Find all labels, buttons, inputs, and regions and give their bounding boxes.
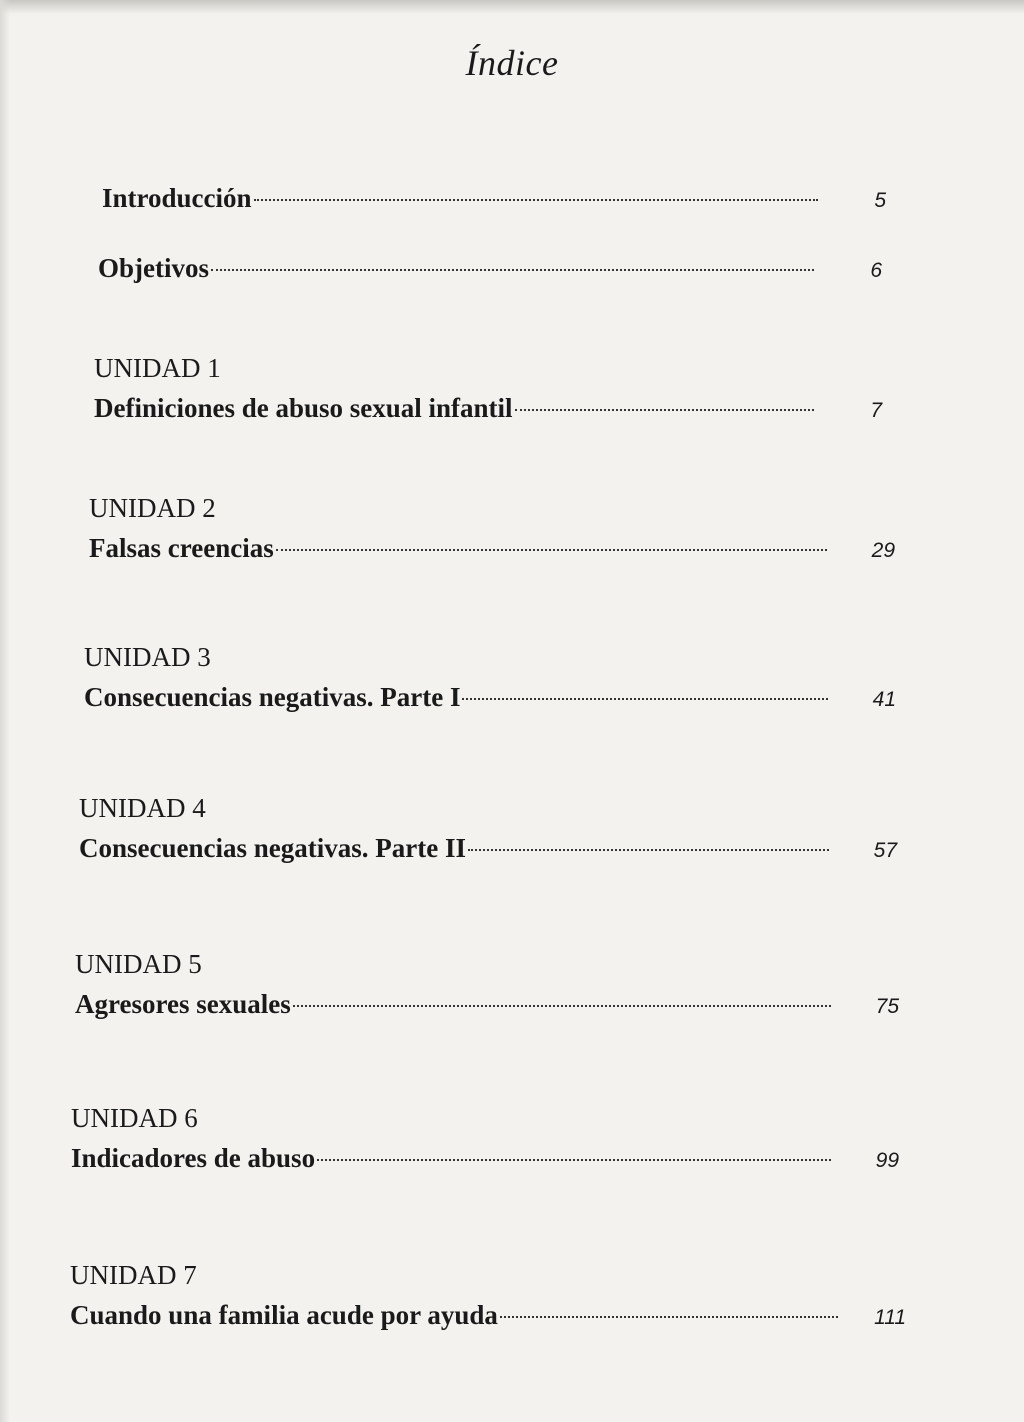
unit-label: UNIDAD 6: [71, 1103, 198, 1133]
toc-page-number: 7: [870, 399, 882, 422]
toc-entry-unidad-3: [84, 637, 896, 717]
toc-entry-title: Falsas creencias: [89, 533, 274, 563]
toc-entry-unidad-7: [70, 1255, 906, 1335]
unit-label: UNIDAD 2: [89, 493, 216, 523]
dot-leader: [254, 199, 818, 201]
dot-leader: [468, 849, 829, 851]
toc-page-number: 29: [871, 539, 895, 562]
toc-line: [79, 828, 897, 868]
toc-page-number: 111: [874, 1306, 906, 1329]
toc-entry-title: Definiciones de abuso sexual infantil: [94, 393, 513, 423]
dot-leader: [276, 549, 827, 551]
toc-line: [94, 388, 882, 428]
toc-line: [70, 1295, 906, 1335]
toc-line: [84, 677, 896, 717]
toc-entry-unidad-6: [71, 1098, 899, 1178]
unit-label: UNIDAD 5: [75, 949, 202, 979]
toc-page-number: 6: [870, 259, 882, 282]
page-left-edge: [0, 0, 10, 1422]
dot-leader: [515, 409, 814, 411]
toc-entry-unidad-5: [75, 944, 899, 1024]
unit-label: UNIDAD 1: [94, 353, 221, 383]
toc-page-number: 75: [875, 995, 899, 1018]
toc-entry-title: Cuando una familia acude por ayuda: [70, 1300, 498, 1330]
toc-entry-title: Indicadores de abuso: [71, 1143, 316, 1173]
page-top-edge: [0, 0, 1024, 14]
toc-entry-title: Objetivos: [98, 253, 209, 283]
toc-line: [75, 984, 899, 1024]
toc-line: [98, 248, 882, 288]
toc-line: [89, 528, 895, 568]
dot-leader: [462, 698, 828, 700]
toc-entry-title: Agresores sexuales: [75, 989, 291, 1019]
toc-entry-title: Introducción: [102, 183, 252, 213]
toc-page-number: 99: [875, 1149, 899, 1172]
toc-entry-objetivos: [98, 248, 882, 288]
dot-leader: [211, 269, 814, 271]
toc-page-number: 41: [872, 688, 896, 711]
unit-label: UNIDAD 3: [84, 642, 211, 672]
unit-label: UNIDAD 7: [70, 1260, 197, 1290]
toc-entry-introduccion: [102, 178, 886, 218]
toc-line: [102, 178, 886, 218]
dot-leader: [293, 1005, 831, 1007]
toc-line: [71, 1138, 899, 1178]
toc-entry-unidad-2: [89, 488, 895, 568]
dot-leader: [500, 1316, 838, 1318]
toc-entry-title: Consecuencias negativas. Parte I: [84, 682, 461, 712]
page-title: Índice: [465, 43, 559, 83]
toc-entry-title: Consecuencias negativas. Parte II: [79, 833, 466, 863]
toc-entry-unidad-4: [79, 788, 897, 868]
toc-entry-unidad-1: [94, 348, 882, 428]
unit-label: UNIDAD 4: [79, 793, 206, 823]
toc-page-number: 57: [873, 839, 897, 862]
toc-page-number: 5: [874, 189, 886, 212]
dot-leader: [317, 1159, 831, 1161]
